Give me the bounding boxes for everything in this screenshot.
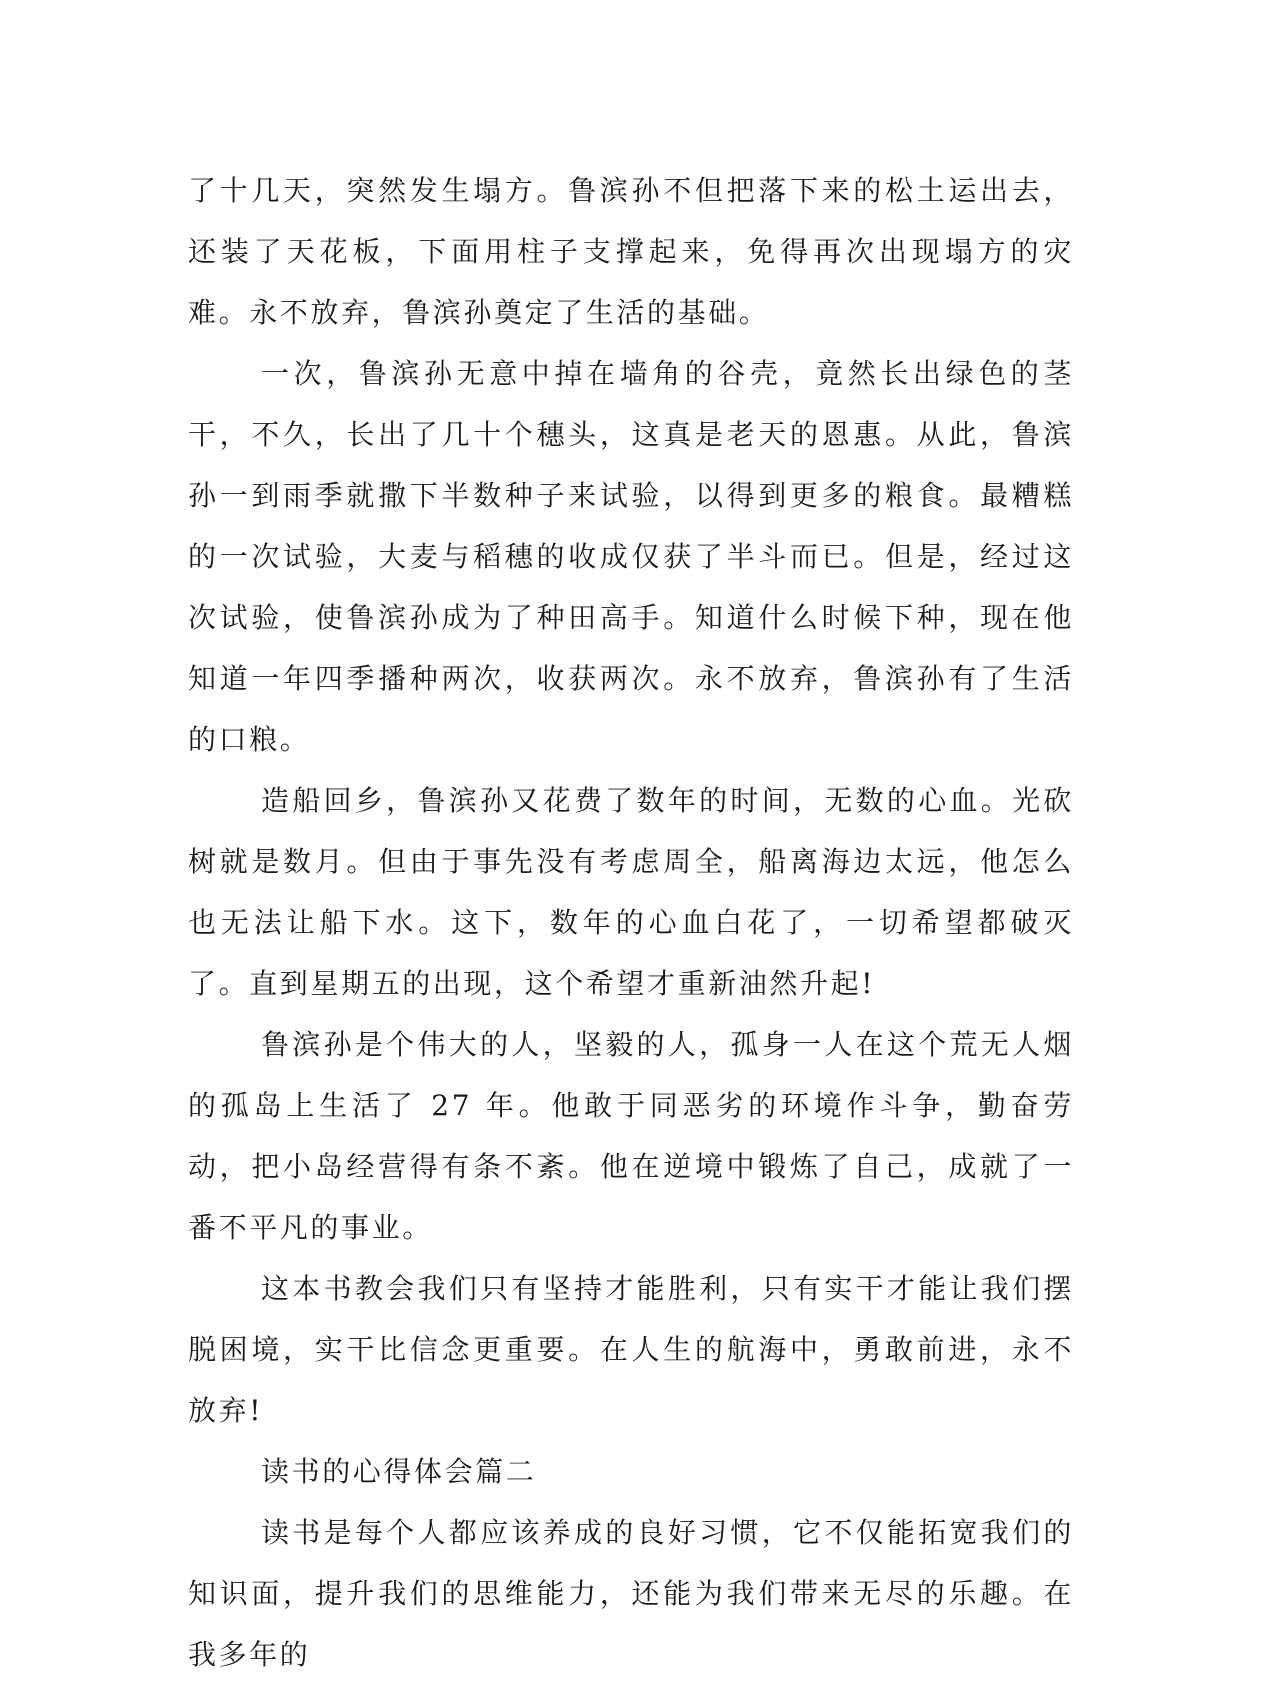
paragraph-robinson-character: 鲁滨孙是个伟大的人，坚毅的人，孤身一人在这个荒无人烟的孤岛上生活了 27 年。他敢于同恶劣的环境作斗争，勤奋劳动，把小岛经营得有条不紊。他在逆境中锻炼了自己，成就了一番不平凡的事业。 [188,1028,1074,1244]
paragraph-reading-habit: 读书是每个人都应该养成的良好习惯，它不仅能拓宽我们的知识面，提升我们的思维能力，还能为我们带来无尽的乐趣。在我多年的 [188,1516,1074,1671]
document-body [188,160,1074,1685]
paragraph-boat-building: 造船回乡，鲁滨孙又花费了数年的时间，无数的心血。光砍树就是数月。但由于事先没有考虑周全，船离海边太远，他怎么也无法让船下水。这下，数年的心血白花了，一切希望都破灭了。直到星期五的出现，这个希望才重新油然升起! [188,784,1074,1000]
section-heading: 读书的心得体会篇二 [261,1455,537,1488]
paragraph-lesson: 这本书教会我们只有坚持才能胜利，只有实干才能让我们摆脱困境，实干比信念更重要。在人生的航海中，勇敢前进，永不放弃! [188,1272,1074,1427]
paragraph-cave-collapse: 了十几天，突然发生塌方。鲁滨孙不但把落下来的松土运出去，还装了天花板，下面用柱子支撑起来，免得再次出现塌方的灾难。永不放弃，鲁滨孙奠定了生活的基础。 [188,174,1074,329]
paragraph-grain-experiment: 一次，鲁滨孙无意中掉在墙角的谷壳，竟然长出绿色的茎干，不久，长出了几十个穗头，这真是老天的恩惠。从此，鲁滨孙一到雨季就撒下半数种子来试验，以得到更多的粮食。最糟糕的一次试验，大麦与稻穗的收成仅获了半斗而已。但是，经过这次试验，使鲁滨孙成为了种田高手。知道什么时候下种，现在他知道一年四季播种两次，收获两次。永不放弃，鲁滨孙有了生活的口粮。 [188,357,1074,756]
